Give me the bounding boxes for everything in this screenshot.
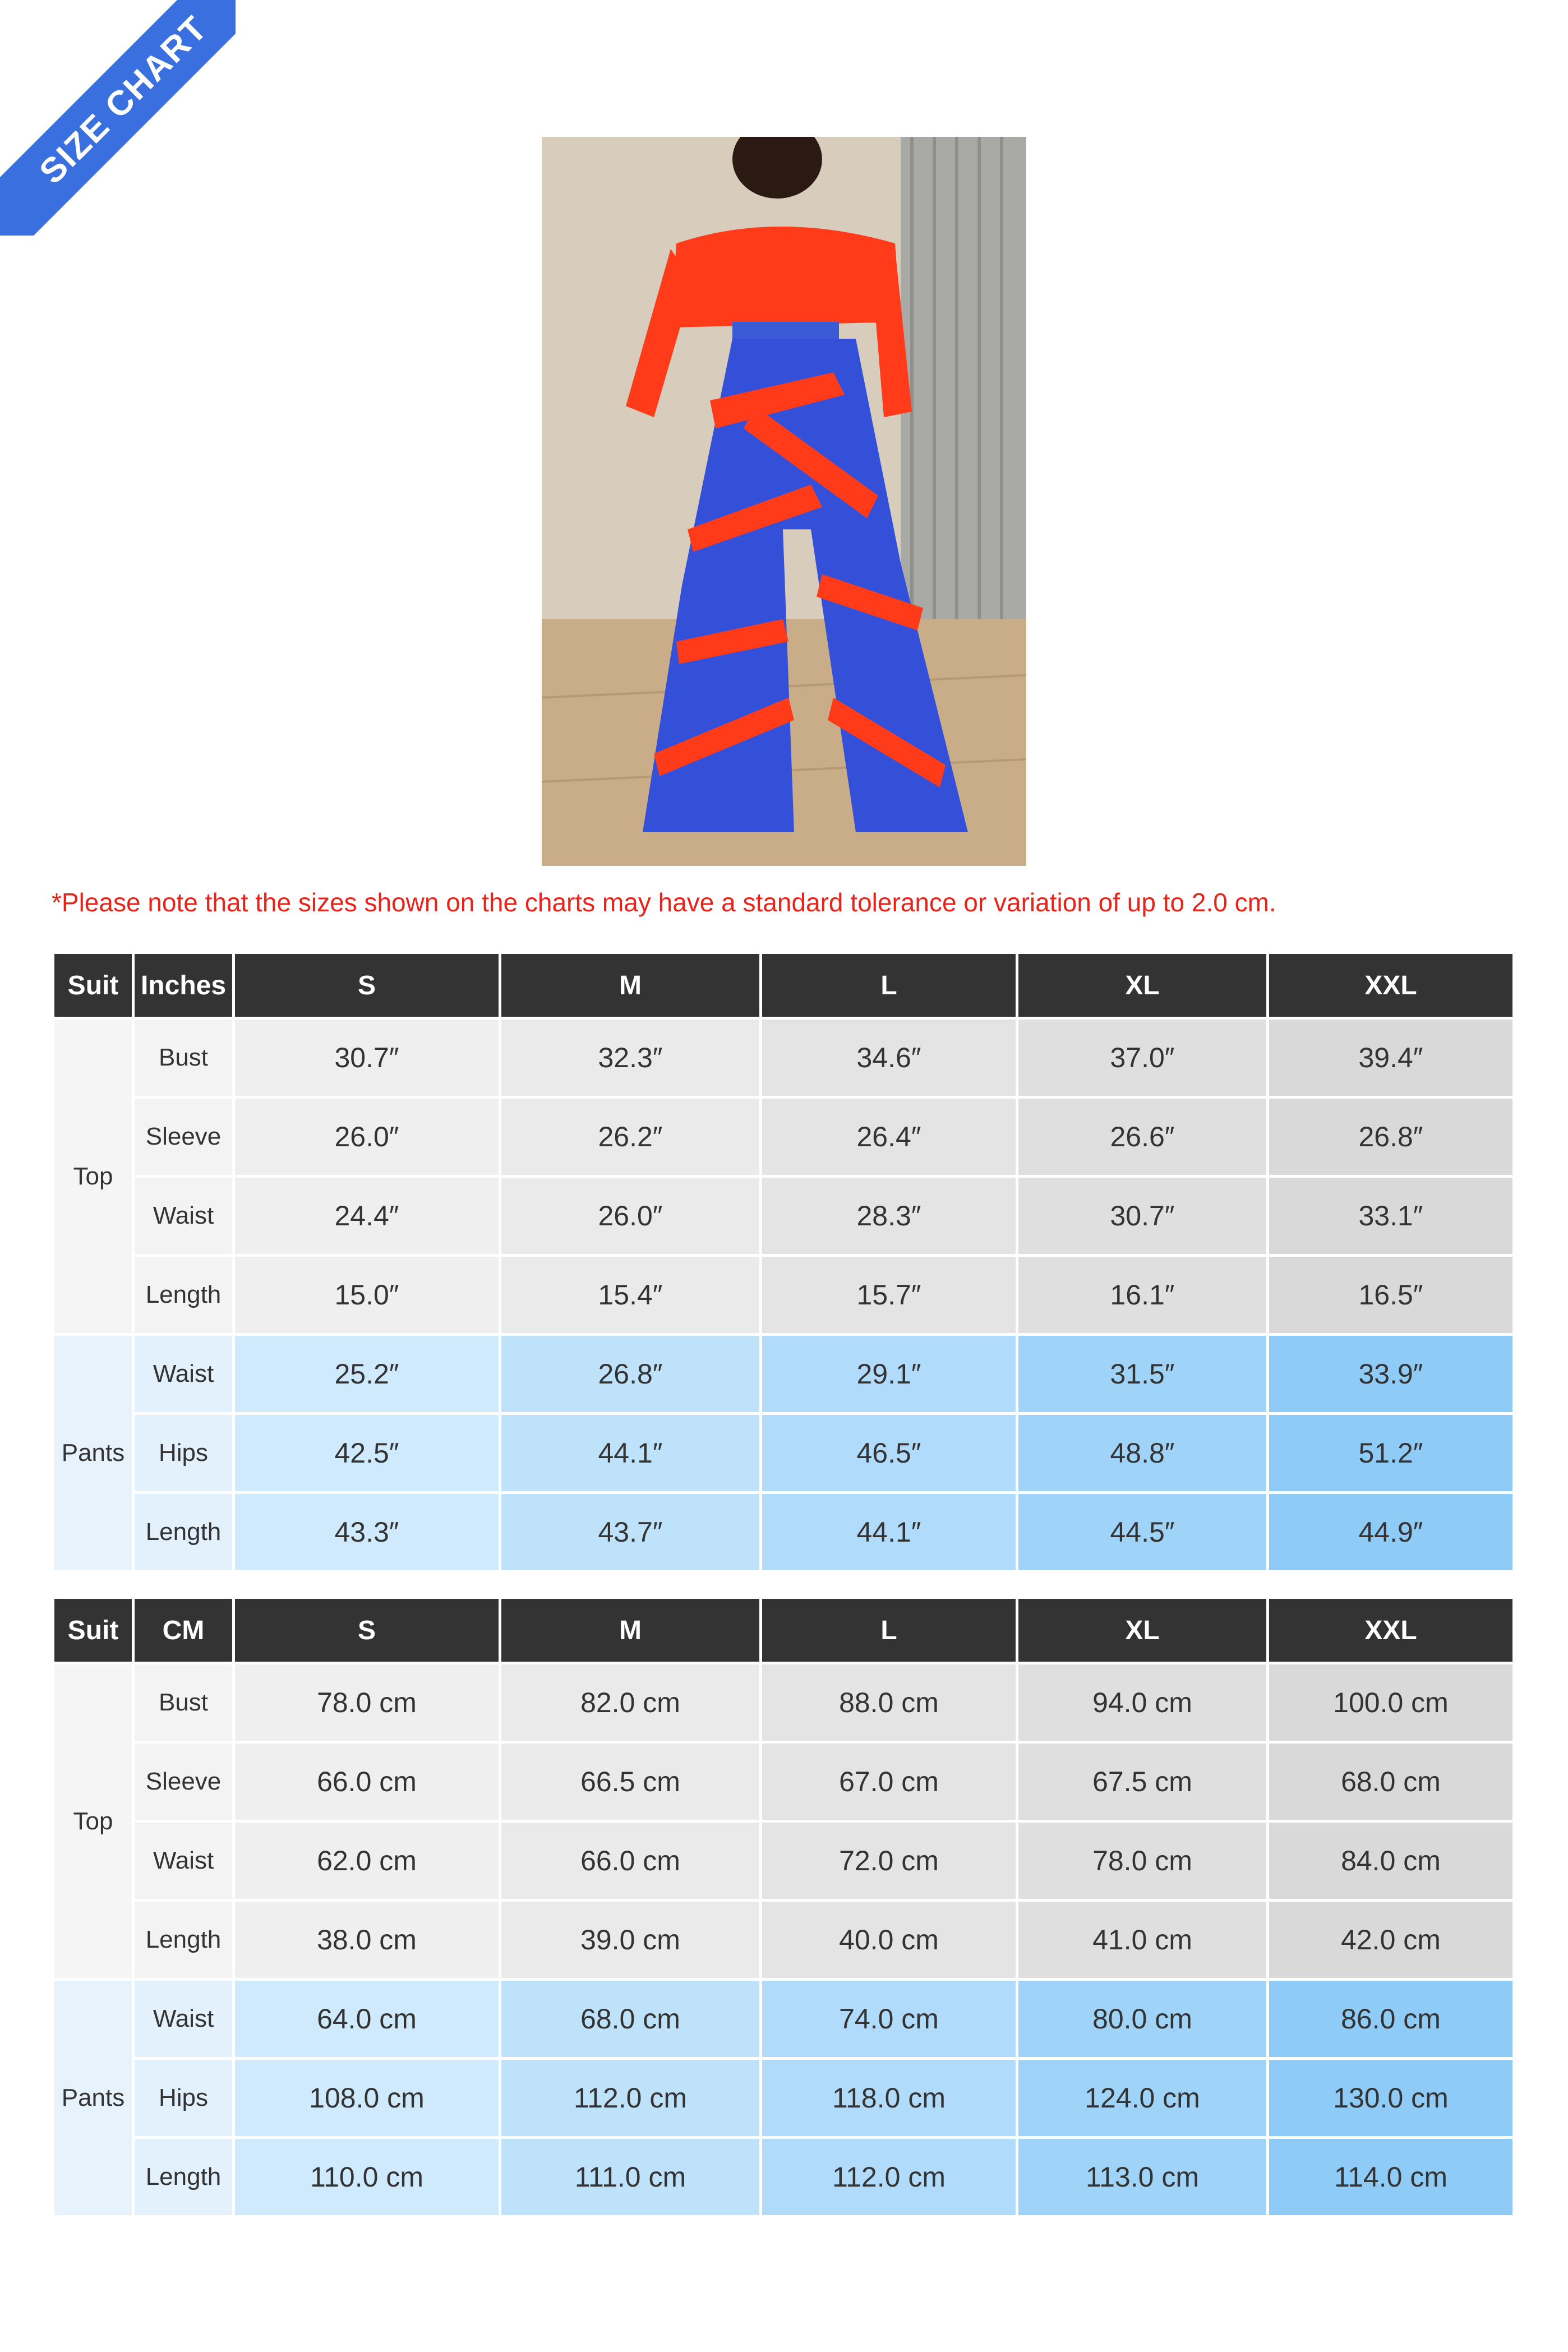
measure-label: Hips [135,2060,232,2136]
size-table-inches [52,951,1515,1573]
size-value: 26.8″ [1269,1099,1512,1175]
size-chart-badge [0,0,236,236]
size-table-cm [52,1596,1515,2218]
measure-label: Waist [135,1178,232,1254]
size-value: 78.0 cm [1018,1823,1266,1899]
table-row [54,1744,1512,1820]
size-value: 33.9″ [1269,1336,1512,1412]
size-value: 88.0 cm [762,1664,1016,1741]
measure-label: Length [135,1494,232,1570]
measure-label: Length [135,1257,232,1333]
product-photo [542,137,1026,866]
size-value: 48.8″ [1018,1415,1266,1491]
table-header-row [54,954,1512,1017]
size-value: 15.7″ [762,1257,1016,1333]
size-value: 34.6″ [762,1020,1016,1096]
measure-label: Sleeve [135,1744,232,1820]
table-row [54,2060,1512,2136]
size-value: 26.4″ [762,1099,1016,1175]
table-row [54,2139,1512,2215]
size-value: 114.0 cm [1269,2139,1512,2215]
size-value: 15.0″ [235,1257,499,1333]
table-row [54,1981,1512,2057]
table-row [54,1099,1512,1175]
size-value: 78.0 cm [235,1664,499,1741]
corner-header: Suit [54,1599,132,1662]
size-value: 113.0 cm [1018,2139,1266,2215]
size-value: 66.0 cm [235,1744,499,1820]
size-value: 67.0 cm [762,1744,1016,1820]
measure-label: Sleeve [135,1099,232,1175]
size-value: 130.0 cm [1269,2060,1512,2136]
table-header-row [54,1599,1512,1662]
size-value: 43.3″ [235,1494,499,1570]
group-label: Pants [54,1336,132,1570]
size-value: 66.5 cm [501,1744,759,1820]
measure-label: Bust [135,1020,232,1096]
size-header: S [235,954,499,1017]
size-value: 15.4″ [501,1257,759,1333]
table-row [54,1178,1512,1254]
size-value: 43.7″ [501,1494,759,1570]
model-outfit-illustration [542,137,1026,866]
size-value: 68.0 cm [501,1981,759,2057]
size-value: 46.5″ [762,1415,1016,1491]
size-value: 26.0″ [235,1099,499,1175]
measure-label: Length [135,1902,232,1978]
size-value: 39.4″ [1269,1020,1512,1096]
size-header: XXL [1269,1599,1512,1662]
size-value: 66.0 cm [501,1823,759,1899]
size-value: 44.1″ [501,1415,759,1491]
size-header: M [501,1599,759,1662]
table-row [54,1823,1512,1899]
size-value: 42.5″ [235,1415,499,1491]
size-value: 112.0 cm [762,2139,1016,2215]
size-value: 26.6″ [1018,1099,1266,1175]
size-value: 86.0 cm [1269,1981,1512,2057]
size-value: 30.7″ [1018,1178,1266,1254]
size-value: 112.0 cm [501,2060,759,2136]
table-row [54,1902,1512,1978]
size-header: XXL [1269,954,1512,1017]
size-value: 30.7″ [235,1020,499,1096]
size-value: 118.0 cm [762,2060,1016,2136]
size-value: 44.1″ [762,1494,1016,1570]
size-value: 51.2″ [1269,1415,1512,1491]
size-header: L [762,1599,1016,1662]
size-value: 29.1″ [762,1336,1016,1412]
size-tolerance-note: *Please note that the sizes shown on the charts may have a standard tolerance or variation of up to 2.0 cm. [52,888,1276,917]
unit-header: CM [135,1599,232,1662]
size-value: 26.8″ [501,1336,759,1412]
size-value: 26.0″ [501,1178,759,1254]
size-value: 25.2″ [235,1336,499,1412]
size-value: 16.1″ [1018,1257,1266,1333]
size-value: 16.5″ [1269,1257,1512,1333]
size-value: 108.0 cm [235,2060,499,2136]
size-value: 100.0 cm [1269,1664,1512,1741]
size-value: 42.0 cm [1269,1902,1512,1978]
size-value: 68.0 cm [1269,1744,1512,1820]
size-value: 33.1″ [1269,1178,1512,1254]
size-value: 28.3″ [762,1178,1016,1254]
size-header: S [235,1599,499,1662]
size-value: 74.0 cm [762,1981,1016,2057]
size-value: 110.0 cm [235,2139,499,2215]
size-value: 124.0 cm [1018,2060,1266,2136]
size-value: 41.0 cm [1018,1902,1266,1978]
size-value: 44.5″ [1018,1494,1266,1570]
size-value: 26.2″ [501,1099,759,1175]
size-value: 80.0 cm [1018,1981,1266,2057]
size-header: L [762,954,1016,1017]
measure-label: Bust [135,1664,232,1741]
table-row [54,1020,1512,1096]
group-label: Pants [54,1981,132,2215]
table-row [54,1257,1512,1333]
table-row [54,1336,1512,1412]
size-value: 31.5″ [1018,1336,1266,1412]
table-row [54,1664,1512,1741]
size-value: 24.4″ [235,1178,499,1254]
size-value: 82.0 cm [501,1664,759,1741]
size-header: XL [1018,954,1266,1017]
size-value: 84.0 cm [1269,1823,1512,1899]
size-value: 40.0 cm [762,1902,1016,1978]
size-value: 38.0 cm [235,1902,499,1978]
table-row [54,1494,1512,1570]
size-value: 44.9″ [1269,1494,1512,1570]
size-value: 39.0 cm [501,1902,759,1978]
size-header: M [501,954,759,1017]
size-header: XL [1018,1599,1266,1662]
size-value: 67.5 cm [1018,1744,1266,1820]
table-row [54,1415,1512,1491]
group-label: Top [54,1020,132,1333]
measure-label: Waist [135,1823,232,1899]
corner-header: Suit [54,954,132,1017]
measure-label: Hips [135,1415,232,1491]
measure-label: Waist [135,1336,232,1412]
size-value: 72.0 cm [762,1823,1016,1899]
size-value: 94.0 cm [1018,1664,1266,1741]
size-value: 32.3″ [501,1020,759,1096]
group-label: Top [54,1664,132,1978]
measure-label: Length [135,2139,232,2215]
measure-label: Waist [135,1981,232,2057]
size-value: 37.0″ [1018,1020,1266,1096]
size-chart-badge-label: SIZE CHART [0,0,236,236]
size-value: 64.0 cm [235,1981,499,2057]
size-value: 111.0 cm [501,2139,759,2215]
size-value: 62.0 cm [235,1823,499,1899]
unit-header: Inches [135,954,232,1017]
